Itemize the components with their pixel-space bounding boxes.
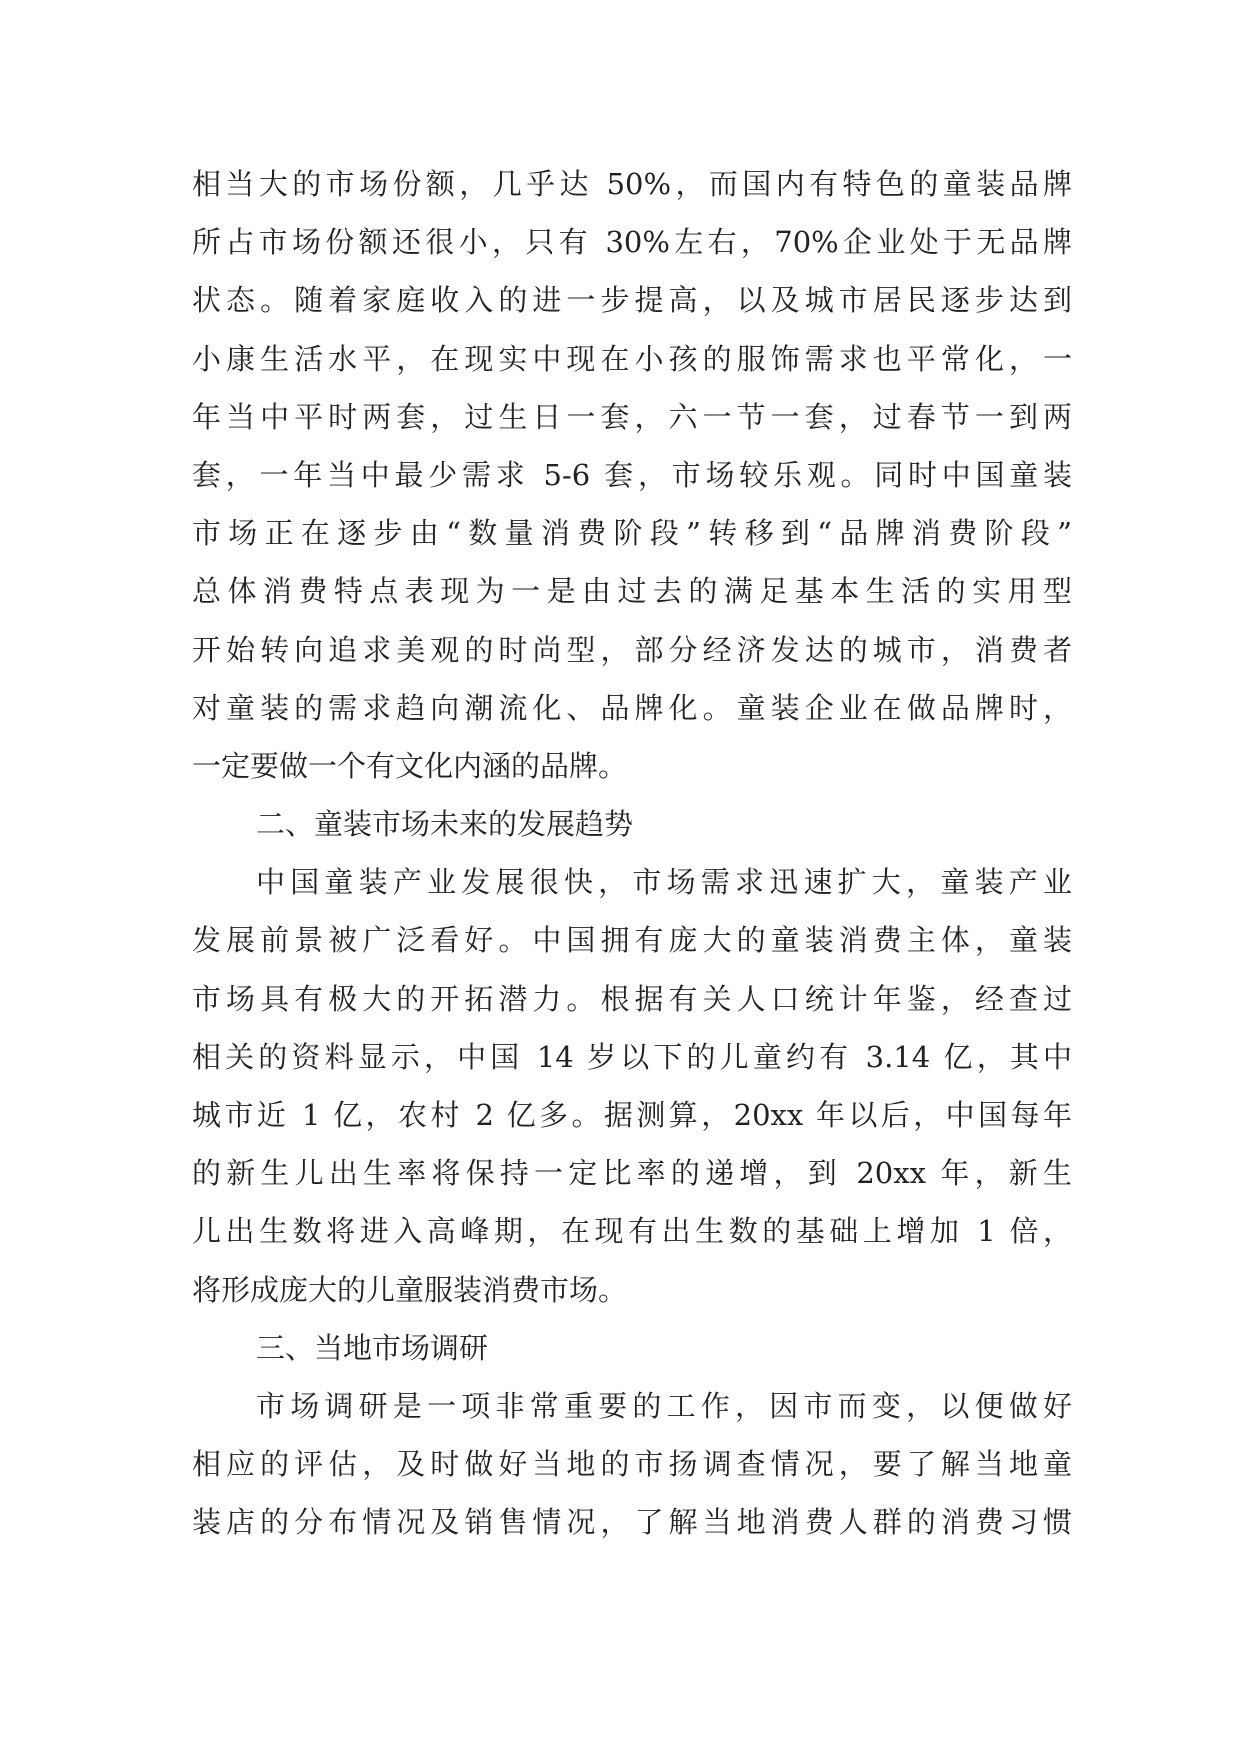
paragraph-2-line-5: 城市近 1 亿，农村 2 亿多。据测算，20xx 年以后，中国每年 xyxy=(192,1098,1072,1132)
paragraph-2-line-4: 相关的资料显示，中国 14 岁以下的儿童约有 3.14 亿，其中 xyxy=(192,1039,1072,1074)
paragraph-2-line-3: 市场具有极大的开拓潜力。根据有关人口统计年鉴，经查过 xyxy=(192,981,1072,1016)
paragraph-3-line-3: 装店的分布情况及销售情况，了解当地消费人群的消费习惯 xyxy=(192,1505,1072,1540)
paragraph-1-line-7: 市场正在逐步由“数量消费阶段”转移到“品牌消费阶段” xyxy=(192,516,1072,551)
paragraph-1-line-10: 对童装的需求趋向潮流化、品牌化。童装企业在做品牌时， xyxy=(192,690,1072,725)
paragraph-1-line-3: 状态。随着家庭收入的进一步提高，以及城市居民逐步达到 xyxy=(192,283,1072,318)
document-body xyxy=(192,155,1072,1552)
paragraph-2-line-2: 发展前景被广泛看好。中国拥有庞大的童装消费主体，童装 xyxy=(192,923,1072,958)
paragraph-1-line-1: 相当大的市场份额，几乎达 50%，而国内有特色的童装品牌 xyxy=(192,167,1072,201)
paragraph-1-line-11: 一定要做一个有文化内涵的品牌。 xyxy=(192,748,628,783)
paragraph-2-line-1: 中国童装产业发展很快，市场需求迅速扩大，童装产业 xyxy=(256,865,1072,900)
paragraph-1-line-5: 年当中平时两套，过生日一套，六一节一套，过春节一到两 xyxy=(192,399,1072,434)
paragraph-3-line-1: 市场调研是一项非常重要的工作，因市而变，以便做好 xyxy=(256,1388,1072,1423)
section-heading-3: 三、当地市场调研 xyxy=(256,1330,489,1365)
paragraph-1-line-9: 开始转向追求美观的时尚型，部分经济发达的城市，消费者 xyxy=(192,632,1072,667)
section-heading-2: 二、童装市场未来的发展趋势 xyxy=(256,807,634,842)
paragraph-3-line-2: 相应的评估，及时做好当地的市扬调查情况，要了解当地童 xyxy=(192,1447,1072,1482)
paragraph-2-line-8: 将形成庞大的儿童服装消费市场。 xyxy=(192,1272,628,1307)
paragraph-2-line-7: 儿出生数将进入高峰期，在现有出生数的基础上增加 1 倍， xyxy=(192,1214,1072,1249)
paragraph-1-line-4: 小康生活水平，在现实中现在小孩的服饰需求也平常化，一 xyxy=(192,341,1072,376)
paragraph-2-line-6: 的新生儿出生率将保持一定比率的递增，到 20xx 年，新生 xyxy=(192,1156,1072,1191)
paragraph-1-line-8: 总体消费特点表现为一是由过去的满足基本生活的实用型 xyxy=(192,574,1072,609)
paragraph-1-line-2: 所占市场份额还很小，只有 30%左右，70%企业处于无品牌 xyxy=(192,225,1072,260)
paragraph-1-line-6: 套，一年当中最少需求 5-6 套，市场较乐观。同时中国童装 xyxy=(192,457,1072,492)
